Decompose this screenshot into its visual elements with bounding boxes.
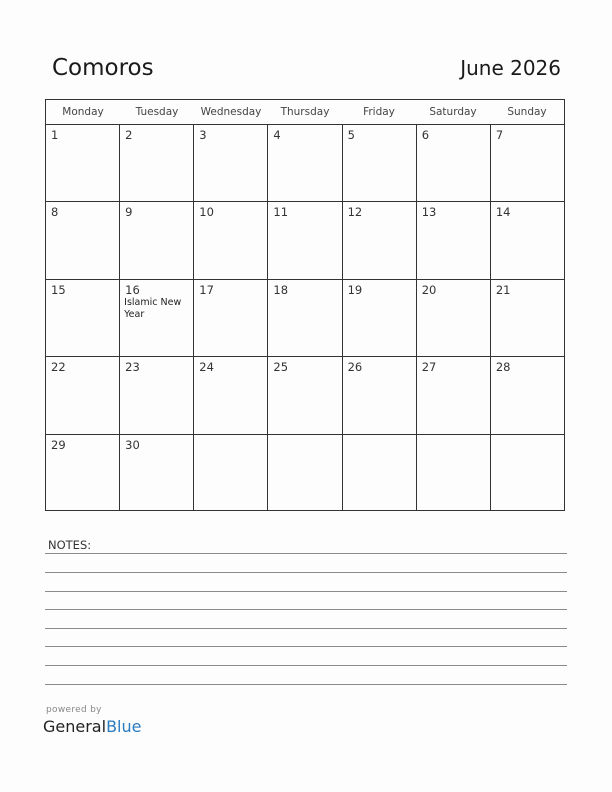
day-number: 5 <box>347 128 355 142</box>
day-cell <box>119 125 193 201</box>
day-cell <box>193 280 267 356</box>
day-number: 30 <box>125 437 140 452</box>
notes-line <box>45 572 567 573</box>
day-number: 28 <box>495 360 511 375</box>
day-number: 9 <box>125 205 133 220</box>
day-cell <box>46 280 119 356</box>
day-cell <box>46 202 119 278</box>
weekday-saturday: Saturday <box>429 106 477 118</box>
day-cell <box>119 357 193 433</box>
brand-blue: Blue <box>106 717 142 736</box>
day-cell <box>119 435 193 511</box>
day-cell <box>193 125 267 201</box>
brand-general: General <box>43 717 107 736</box>
day-number: 1 <box>51 128 59 142</box>
day-number: 23 <box>125 360 140 375</box>
notes-line <box>45 628 567 629</box>
day-cell <box>193 435 267 511</box>
week-row <box>46 125 564 201</box>
powered-by-text: powered by <box>46 705 102 715</box>
calendar-weeks <box>46 125 564 511</box>
weekday-thursday: Thursday <box>280 106 330 118</box>
day-cell <box>267 125 341 201</box>
day-number: 10 <box>199 205 214 220</box>
day-cell <box>490 202 564 278</box>
day-number: 13 <box>421 205 437 220</box>
day-cell <box>267 280 341 356</box>
day-cell <box>490 280 564 356</box>
day-cell <box>46 125 119 201</box>
notes-line <box>45 609 567 610</box>
notes-line <box>45 684 567 685</box>
day-number: 15 <box>51 282 66 297</box>
day-number: 26 <box>347 360 363 375</box>
day-number: 27 <box>421 360 437 375</box>
day-cell <box>416 125 490 201</box>
day-cell <box>342 435 416 511</box>
day-number: 24 <box>199 360 214 375</box>
day-number: 25 <box>273 360 289 375</box>
day-number: 4 <box>273 128 281 142</box>
day-cell <box>46 357 119 433</box>
notes-line <box>45 591 567 592</box>
day-cell <box>342 357 416 433</box>
day-number: 16 <box>125 282 140 297</box>
day-number: 19 <box>347 282 363 297</box>
day-number: 11 <box>273 205 289 220</box>
day-number: 8 <box>51 205 59 220</box>
day-cell <box>416 202 490 278</box>
generalblue-logo <box>43 717 141 736</box>
week-row <box>46 201 564 278</box>
calendar-grid <box>45 99 565 511</box>
month-title: June 2026 <box>460 56 561 80</box>
day-cell <box>193 202 267 278</box>
day-number: 17 <box>199 282 214 297</box>
week-row <box>46 279 564 356</box>
day-cell <box>490 357 564 433</box>
weekday-sunday: Sunday <box>507 106 547 118</box>
weekday-friday: Friday <box>363 106 395 118</box>
day-number: 12 <box>347 205 363 220</box>
day-cell <box>342 202 416 278</box>
day-number: 14 <box>495 205 511 220</box>
notes-line <box>45 646 567 647</box>
country-title: Comoros <box>52 55 154 81</box>
day-cell <box>490 435 564 511</box>
day-number: 3 <box>199 128 207 142</box>
day-number: 29 <box>51 437 66 452</box>
day-cell <box>267 435 341 511</box>
weekday-wednesday: Wednesday <box>200 106 262 118</box>
day-cell <box>119 202 193 278</box>
day-cell <box>267 357 341 433</box>
day-number: 7 <box>495 128 504 142</box>
day-cell <box>119 280 193 356</box>
notes-line <box>45 553 567 554</box>
day-cell <box>193 357 267 433</box>
day-cell <box>416 435 490 511</box>
week-row <box>46 356 564 433</box>
day-cell <box>267 202 341 278</box>
notes-line <box>45 665 567 666</box>
weekday-header <box>46 100 564 125</box>
day-cell <box>416 357 490 433</box>
weekday-tuesday: Tuesday <box>135 106 179 118</box>
weekday-monday: Monday <box>62 106 104 118</box>
notes-label: NOTES: <box>48 538 92 552</box>
day-cell <box>46 435 119 511</box>
day-cell <box>416 280 490 356</box>
day-number: 2 <box>125 128 133 142</box>
day-cell <box>342 280 416 356</box>
week-row <box>46 434 564 511</box>
day-number: 22 <box>51 360 66 375</box>
day-cell <box>490 125 564 201</box>
day-number: 21 <box>495 282 511 297</box>
day-number: 18 <box>273 282 289 297</box>
day-cell <box>342 125 416 201</box>
day-number: 6 <box>421 128 430 142</box>
holiday-label: Islamic New Year <box>124 296 182 320</box>
day-number: 20 <box>421 282 437 297</box>
